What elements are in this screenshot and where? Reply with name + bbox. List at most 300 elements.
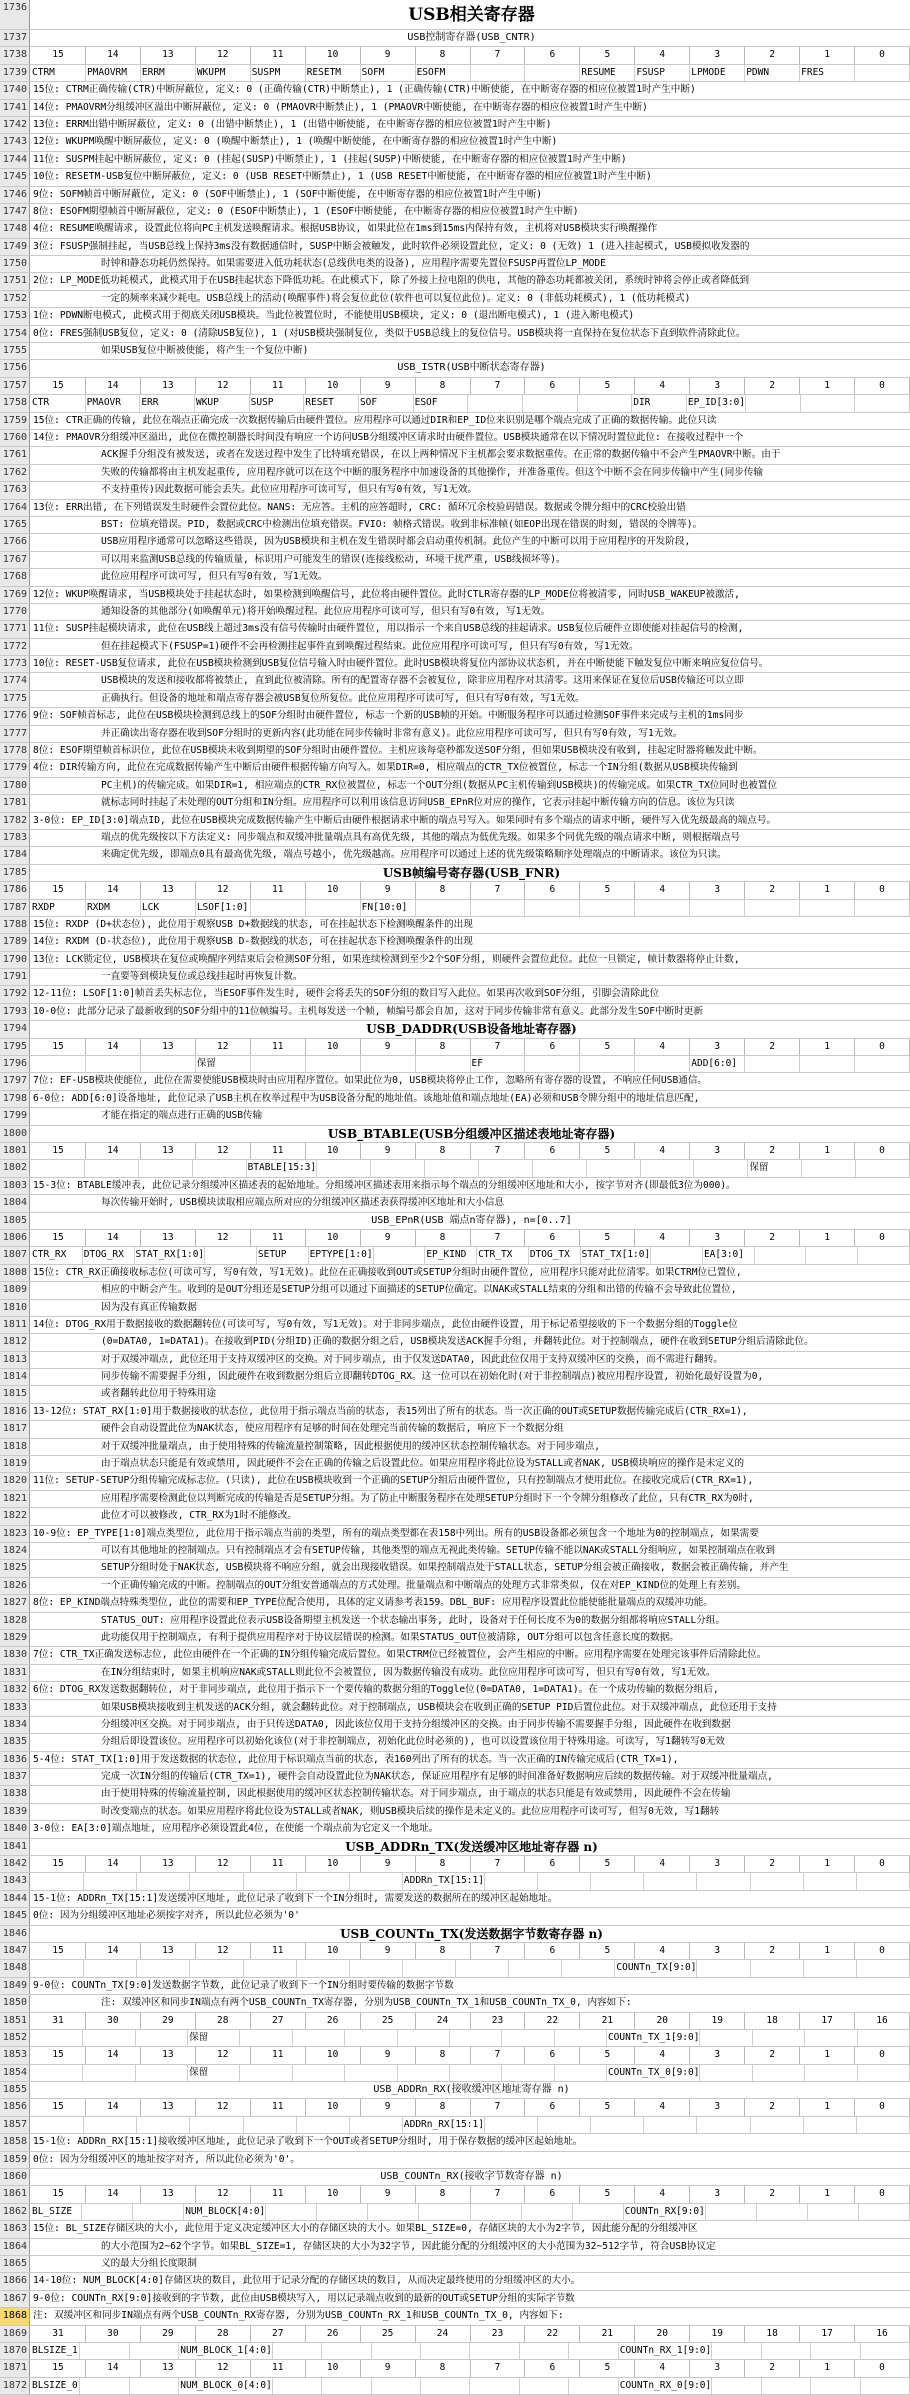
bit-cell[interactable]: 14 <box>86 2047 141 2063</box>
row-number[interactable]: 1780 <box>0 778 30 794</box>
bit-cell[interactable]: 4 <box>635 1039 690 1055</box>
field-cell[interactable]: EA[3:0] <box>703 1247 755 1263</box>
field-cell[interactable]: 保留 <box>748 1160 802 1176</box>
bit-cell[interactable]: 9 <box>361 2360 416 2376</box>
field-cell[interactable]: DTOG_TX <box>529 1247 581 1263</box>
row-number[interactable]: 1753 <box>0 308 30 324</box>
row-number[interactable]: 1871 <box>0 2360 30 2376</box>
bit-cell[interactable]: 4 <box>635 1943 690 1959</box>
field-cell[interactable] <box>858 1247 910 1263</box>
bit-cell[interactable]: 13 <box>141 47 196 63</box>
row-number[interactable]: 1740 <box>0 82 30 98</box>
bit-cell[interactable]: 22 <box>525 2013 580 2029</box>
row-number[interactable]: 1844 <box>0 1891 30 1907</box>
field-cell[interactable]: CTR <box>31 395 86 411</box>
sheet-row[interactable] <box>0 1160 910 1177</box>
bit-cell[interactable]: 1 <box>800 2099 855 2115</box>
bit-cell[interactable]: 18 <box>745 2013 800 2029</box>
sheet-row[interactable] <box>0 1213 910 1230</box>
field-cell[interactable]: COUNTn_TX_1[9:0] <box>607 2030 701 2046</box>
row-number[interactable]: 1859 <box>0 2152 30 2168</box>
sheet-row[interactable] <box>0 2291 910 2308</box>
field-cell[interactable]: FSUSP <box>635 65 690 81</box>
field-cell[interactable] <box>85 1160 139 1176</box>
field-cell[interactable]: 保留 <box>196 1056 251 1072</box>
row-number[interactable]: 1807 <box>0 1247 30 1263</box>
bit-cell[interactable]: 29 <box>141 2013 196 2029</box>
row-number[interactable]: 1744 <box>0 152 30 168</box>
field-cell[interactable] <box>569 2343 618 2359</box>
bit-cell[interactable]: 15 <box>31 882 86 898</box>
bit-cell[interactable]: 2 <box>745 1856 800 1872</box>
field-cell[interactable]: NUM_BLOCK_0[4:0] <box>179 2378 273 2394</box>
sheet-row[interactable] <box>0 552 910 569</box>
field-cell[interactable] <box>471 2204 522 2220</box>
sheet-row[interactable] <box>0 847 910 864</box>
row-number[interactable]: 1836 <box>0 1752 30 1768</box>
bit-cell[interactable]: 0 <box>855 1856 910 1872</box>
bit-cell[interactable]: 7 <box>471 2186 526 2202</box>
register-title[interactable]: USB_DADDR(USB设备地址寄存器) <box>366 1022 577 1037</box>
bit-cell[interactable]: 8 <box>416 47 471 63</box>
description-cell[interactable]: 3-0位: EP_ID[3:0]端点ID, 此位在USB模块完成数据传输产生中断后由硬件根据请求中断的端点号写入。如果同时有多个端点的请求中断, 硬件写入优先级最高的端点号。 <box>33 814 777 826</box>
field-cell[interactable] <box>757 2204 808 2220</box>
bit-cell[interactable]: 0 <box>855 1039 910 1055</box>
field-cell[interactable] <box>205 1247 257 1263</box>
bit-cell[interactable]: 11 <box>251 1230 306 1246</box>
row-number[interactable]: 1849 <box>0 1978 30 1994</box>
row-number[interactable]: 1757 <box>0 378 30 394</box>
field-cell[interactable] <box>80 2378 129 2394</box>
sheet-row[interactable] <box>0 1386 910 1403</box>
field-cell[interactable] <box>83 2065 135 2081</box>
row-number[interactable]: 1752 <box>0 291 30 307</box>
row-number[interactable]: 1750 <box>0 256 30 272</box>
bit-cell[interactable]: 7 <box>471 47 526 63</box>
bit-cell[interactable]: 9 <box>361 1856 416 1872</box>
bit-cell[interactable]: 5 <box>580 2360 635 2376</box>
field-cell[interactable] <box>811 2343 860 2359</box>
row-number[interactable]: 1791 <box>0 969 30 985</box>
bit-cell[interactable]: 14 <box>86 1943 141 1959</box>
field-cell[interactable] <box>266 2204 317 2220</box>
bit-cell[interactable]: 6 <box>525 2186 580 2202</box>
bit-cell[interactable]: 7 <box>471 1856 526 1872</box>
sheet-row[interactable] <box>0 969 910 986</box>
bit-cell[interactable]: 11 <box>251 2360 306 2376</box>
field-cell[interactable] <box>421 2343 470 2359</box>
field-cell[interactable] <box>322 2343 371 2359</box>
bit-cell[interactable]: 12 <box>196 1143 251 1159</box>
bit-cell[interactable]: 4 <box>635 47 690 63</box>
description-cell[interactable]: 10位: RESET-USB复位请求, 此位在USB模块检测到USB复位信号输入时由硬件置位。此时USB模块将复位内部协议状态机, 并在中断使能下触发复位中断来响应复位信号。 <box>33 658 769 670</box>
row-number[interactable]: 1742 <box>0 117 30 133</box>
bit-cell[interactable]: 1 <box>800 1943 855 1959</box>
description-cell[interactable]: 13-12位: STAT_RX[1:0]用于数据接收的状态位, 此位用于指示端点当前的状态, 表15列出了所有的状态。当一次正确的OUT或SETUP数据传输完成后(CTR_RX=1), <box>33 1405 748 1417</box>
row-number[interactable]: 1811 <box>0 1317 30 1333</box>
bit-cell[interactable]: 13 <box>141 1143 196 1159</box>
bit-cell[interactable]: 24 <box>416 2013 471 2029</box>
description-cell[interactable]: 时改变端点的状态。如果应用程序将此位设为STALL或者NAK, 则USB模块后续的操作是未定义的。此位应用程序可读可写, 但写0无效, 写1翻转 <box>101 1805 720 1817</box>
field-cell[interactable]: DIR <box>632 395 687 411</box>
description-cell[interactable]: 由于使用特殊的传输流量控制, 因此根据使用的缓冲区状态控制传输状态。对于同步端点, 由于端点的状态只能是有效或禁用, 因此硬件不会在传输 <box>101 1788 731 1800</box>
sheet-row[interactable] <box>0 1891 910 1908</box>
row-number[interactable]: 1806 <box>0 1230 30 1246</box>
row-number[interactable]: 1847 <box>0 1943 30 1959</box>
description-cell[interactable]: 9位: SOFM帧首中断屏蔽位, 定义: 0 (SOF中断禁止), 1 (SOF中断使能, 在中断寄存器的相应位被置1时产生中断) <box>33 188 543 200</box>
description-cell[interactable]: 11位: SUSP挂起模块请求, 此位在USB线上超过3ms没有信号传输时由硬件置位, 用以指示一个来自USB总线的挂起请求。USB复位后硬件立即使能对挂起信号的检测, <box>33 623 744 635</box>
bit-cell[interactable]: 12 <box>196 1856 251 1872</box>
bit-cell[interactable]: 6 <box>525 2099 580 2115</box>
description-cell[interactable]: 失败的传输都将由主机发起重传, 应用程序就可以在这个中断的服务程序中加速设备的其他操作, 并准备重传。但这个中断不会在同步传输中产生(同步传输 <box>101 466 764 478</box>
sheet-row[interactable] <box>0 1091 910 1108</box>
description-cell[interactable]: 12位: WKUPM唤醒中断屏蔽位, 定义: 0 (唤醒中断禁止), 1 (唤醒中断使能, 在中断寄存器的相应位被置1时产生中断) <box>33 136 558 148</box>
field-cell[interactable] <box>190 2117 243 2133</box>
bit-cell[interactable]: 0 <box>855 2099 910 2115</box>
sheet-row[interactable] <box>0 30 910 47</box>
sheet-row[interactable] <box>0 47 910 64</box>
bit-cell[interactable]: 5 <box>580 1856 635 1872</box>
row-number[interactable]: 1746 <box>0 187 30 203</box>
field-cell[interactable] <box>193 1160 247 1176</box>
field-cell[interactable] <box>350 2117 403 2133</box>
field-cell[interactable] <box>419 2204 470 2220</box>
sheet-row[interactable] <box>0 1578 910 1595</box>
field-cell[interactable] <box>811 2378 860 2394</box>
field-cell[interactable]: NUM_BLOCK_1[4:0] <box>179 2343 273 2359</box>
sheet-row[interactable] <box>0 100 910 117</box>
field-cell[interactable] <box>745 900 800 916</box>
field-cell[interactable] <box>753 2030 805 2046</box>
bit-cell[interactable]: 14 <box>86 378 141 394</box>
field-cell[interactable]: STAT_RX[1:0] <box>135 1247 206 1263</box>
sheet-row[interactable] <box>0 656 910 673</box>
description-cell[interactable]: 13位: ERRM出错中断屏蔽位, 定义: 0 (出错中断禁止), 1 (出错中断使能, 在中断寄存器的相应位被置1时产生中断) <box>33 118 552 130</box>
sheet-row[interactable] <box>0 1491 910 1508</box>
bit-cell[interactable]: 3 <box>690 882 745 898</box>
bit-cell[interactable]: 23 <box>471 2326 526 2342</box>
description-cell[interactable]: 同步传输不需要握手分组, 因此硬件在收到数据分组后立即翻转DTOG_RX。这一位可以在初始化时(对于非控制端点)被应用程序设置, 初始化最好设置为0, <box>101 1371 764 1383</box>
sheet-row[interactable] <box>0 1647 910 1664</box>
sheet-row[interactable] <box>0 917 910 934</box>
bit-cell[interactable]: 10 <box>306 1143 361 1159</box>
field-cell[interactable]: COUNTn_RX_1[9:0] <box>619 2343 713 2359</box>
row-number[interactable]: 1773 <box>0 656 30 672</box>
field-cell[interactable]: PDWN <box>745 65 800 81</box>
description-cell[interactable]: 14位: RXDM (D-状态位), 此位用于观察USB D-数据线的状态, 可在挂起状态下检测唤醒条件的出现 <box>33 936 473 948</box>
description-cell[interactable]: 才能在指定的端点进行正确的USB传输 <box>101 1110 263 1122</box>
description-cell[interactable]: 15位: RXDP (D+状态位), 此位用于观察USB D+数据线的状态, 可在挂起状态下检测唤醒条件的出现 <box>33 918 473 930</box>
description-cell[interactable]: 此位才可以被修改, CTR_RX为1时不能修改。 <box>101 1510 297 1522</box>
field-cell[interactable] <box>31 1960 84 1976</box>
field-cell[interactable]: FN[10:0] <box>361 900 416 916</box>
row-number[interactable]: 1768 <box>0 569 30 585</box>
bit-cell[interactable]: 15 <box>31 2047 86 2063</box>
sheet-row[interactable] <box>0 604 910 621</box>
description-cell[interactable]: 注: 双缓冲区和同步IN端点有两个USB_COUNTn_TX寄存器, 分别为USB_COUNTn_TX_1和USB_COUNTn_TX_0, 内容如下: <box>101 1997 632 2009</box>
field-cell[interactable] <box>251 1056 306 1072</box>
sheet-row[interactable] <box>0 1404 910 1421</box>
field-cell[interactable] <box>694 1160 748 1176</box>
field-cell[interactable] <box>635 1056 690 1072</box>
row-number[interactable]: 1772 <box>0 639 30 655</box>
row-number[interactable]: 1857 <box>0 2117 30 2133</box>
sheet-row[interactable] <box>0 117 910 134</box>
bit-cell[interactable]: 5 <box>580 378 635 394</box>
sheet-row[interactable] <box>0 587 910 604</box>
bit-cell[interactable]: 3 <box>690 2099 745 2115</box>
row-number[interactable]: 1817 <box>0 1421 30 1437</box>
sheet-row[interactable] <box>0 0 910 30</box>
field-cell[interactable]: RESET <box>304 395 359 411</box>
sheet-row[interactable] <box>0 569 910 586</box>
sheet-row[interactable] <box>0 1943 910 1960</box>
field-cell[interactable]: CTR_TX <box>477 1247 529 1263</box>
bit-cell[interactable]: 11 <box>251 2186 306 2202</box>
description-cell[interactable]: 或者翻转此位用于特殊用途 <box>101 1388 217 1400</box>
sheet-row[interactable] <box>0 1473 910 1490</box>
row-number[interactable]: 1854 <box>0 2065 30 2081</box>
field-cell[interactable] <box>746 395 801 411</box>
row-number[interactable]: 1784 <box>0 847 30 863</box>
description-cell[interactable]: 因为没有真正传输数据 <box>101 1301 197 1313</box>
sheet-row[interactable] <box>0 1908 910 1925</box>
field-cell[interactable] <box>273 2378 322 2394</box>
field-cell[interactable] <box>855 395 910 411</box>
field-cell[interactable] <box>82 2204 133 2220</box>
row-number[interactable]: 1764 <box>0 500 30 516</box>
field-cell[interactable] <box>31 1056 86 1072</box>
bit-cell[interactable]: 4 <box>635 2360 690 2376</box>
bit-cell[interactable]: 10 <box>306 47 361 63</box>
field-cell[interactable] <box>421 2378 470 2394</box>
bit-cell[interactable]: 0 <box>855 2186 910 2202</box>
register-title[interactable]: USB_ADDRn_TX(发送缓冲区地址寄存器 n) <box>345 1839 598 1854</box>
row-number[interactable]: 1866 <box>0 2273 30 2289</box>
description-cell[interactable]: 正确执行。但设备的地址和端点寄存器会被USB复位所复位。此位应用程序可读可写, 但只有写0有效, 写1无效。 <box>101 692 585 704</box>
field-cell[interactable] <box>591 2117 644 2133</box>
row-number[interactable]: 1805 <box>0 1213 30 1229</box>
field-cell[interactable]: ESOFM <box>416 65 471 81</box>
row-number[interactable]: 1843 <box>0 1873 30 1889</box>
field-cell[interactable]: COUNTn_RX[9:0] <box>624 2204 706 2220</box>
bit-cell[interactable]: 7 <box>471 2360 526 2376</box>
field-cell[interactable]: ESOF <box>414 395 469 411</box>
bit-cell[interactable]: 2 <box>745 882 800 898</box>
field-cell[interactable]: LCK <box>141 900 196 916</box>
bit-cell[interactable]: 20 <box>635 2326 690 2342</box>
row-number[interactable]: 1779 <box>0 760 30 776</box>
bit-cell[interactable]: 6 <box>525 378 580 394</box>
field-cell[interactable]: RXDP <box>31 900 86 916</box>
bit-cell[interactable]: 12 <box>196 1943 251 1959</box>
row-number[interactable]: 1765 <box>0 517 30 533</box>
field-cell[interactable]: COUNTn_RX_0[9:0] <box>619 2378 713 2394</box>
field-cell[interactable] <box>804 1873 857 1889</box>
bit-cell[interactable]: 0 <box>855 47 910 63</box>
bit-cell[interactable]: 10 <box>306 2047 361 2063</box>
bit-cell[interactable]: 28 <box>196 2013 251 2029</box>
bit-cell[interactable]: 11 <box>251 1143 306 1159</box>
description-cell[interactable]: 10-0位: 此部分记录了最新收到的SOF分组中的11位帧编号。主机每发送一个帧, 帧编号都会自加, 这对于同步传输非常有意义。此部分发生SOF中断时更新 <box>33 1005 703 1017</box>
description-cell[interactable]: 14位: PMAOVR分组缓冲区溢出, 此位在微控制器长时间没有响应一个访问USB分组缓冲区请求时由硬件置位。USB模块通常在以下情况时置位此位: 在接收过程中一个 <box>33 431 744 443</box>
bit-cell[interactable]: 8 <box>416 378 471 394</box>
field-cell[interactable] <box>297 1873 350 1889</box>
bit-cell[interactable]: 25 <box>361 2326 416 2342</box>
bit-cell[interactable]: 9 <box>361 882 416 898</box>
bit-cell[interactable]: 26 <box>306 2013 361 2029</box>
bit-cell[interactable]: 7 <box>471 1943 526 1959</box>
bit-cell[interactable]: 8 <box>416 1230 471 1246</box>
sheet-row[interactable] <box>0 2082 910 2099</box>
row-number[interactable]: 1832 <box>0 1682 30 1698</box>
description-cell[interactable]: 15-3位: BTABLE缓冲表, 此位记录分组缓冲区描述表的起始地址。分组缓冲区描述表用来指示每个端点的分组缓冲区地址和大小, 按字节对齐(即最低3位为000)。 <box>33 1179 736 1191</box>
row-number[interactable]: 1808 <box>0 1265 30 1281</box>
row-number[interactable]: 1863 <box>0 2221 30 2237</box>
bit-cell[interactable]: 25 <box>361 2013 416 2029</box>
sheet-row[interactable] <box>0 882 910 899</box>
field-cell[interactable]: CTR_RX <box>31 1247 83 1263</box>
field-cell[interactable] <box>251 900 306 916</box>
sheet-row[interactable] <box>0 1856 910 1873</box>
bit-cell[interactable]: 27 <box>251 2326 306 2342</box>
field-cell[interactable] <box>306 900 361 916</box>
description-cell[interactable]: ACK握手分组没有被发送, 或者在发送过程中发生了比特填充错误, 在以上两种情况下主机都会要求数据重传。在正常的数据传输中不会产生PMAOVR中断。由于 <box>101 449 781 461</box>
bit-cell[interactable]: 0 <box>855 2360 910 2376</box>
description-cell[interactable]: 1位: PDWN断电模式, 此模式用于彻底关闭USB模块。当此位被置位时, 不能使用USB模块, 定义: 0 (退出断电模式), 1 (进入断电模式) <box>33 310 635 322</box>
row-number[interactable]: 1743 <box>0 134 30 150</box>
bit-cell[interactable]: 9 <box>361 1143 416 1159</box>
bit-cell[interactable]: 4 <box>635 882 690 898</box>
sheet-row[interactable] <box>0 900 910 917</box>
field-cell[interactable]: COUNTn_TX[9:0] <box>615 1960 697 1976</box>
field-cell[interactable] <box>425 1160 479 1176</box>
row-number[interactable]: 1790 <box>0 952 30 968</box>
bit-cell[interactable]: 21 <box>580 2013 635 2029</box>
field-cell[interactable] <box>244 1960 297 1976</box>
row-number[interactable]: 1767 <box>0 552 30 568</box>
sheet-row[interactable] <box>0 500 910 517</box>
bit-cell[interactable]: 12 <box>196 2360 251 2376</box>
row-number[interactable]: 1842 <box>0 1856 30 1872</box>
bit-cell[interactable]: 1 <box>800 2047 855 2063</box>
field-cell[interactable] <box>800 900 855 916</box>
sheet-row[interactable] <box>0 1700 910 1717</box>
bit-cell[interactable]: 5 <box>580 2186 635 2202</box>
sheet-row[interactable] <box>0 1369 910 1386</box>
description-cell[interactable]: 可以用来监测USB总线的传输质量, 标识用户可能发生的错误(连接线松动, 环境干扰严重, USB线损坏等)。 <box>101 553 566 565</box>
description-cell[interactable]: 在IN分组结束时, 如果主机响应NAK或STALL则此位不会被置位, 因为数据传输没有成功。此位应用程序可读可写, 但只有写0有效, 写1无效。 <box>101 1666 716 1678</box>
description-cell[interactable]: 10-9位: EP_TYPE[1:0]端点类型位, 此位用于指示端点当前的类型, 所有的端点类型都在表158中列出。所有的USB设备都必须包含一个地址为0的控制端点, 如果需要 <box>33 1527 759 1539</box>
description-cell[interactable]: 10位: RESETM-USB复位中断屏蔽位, 定义: 0 (USB RESET中断禁止), 1 (USB RESET中断使能, 在中断寄存器的相应位被置1时产生中断) <box>33 171 652 183</box>
row-number[interactable]: 1814 <box>0 1369 30 1385</box>
field-cell[interactable] <box>706 2204 757 2220</box>
field-cell[interactable] <box>861 2378 910 2394</box>
bit-cell[interactable]: 15 <box>31 2186 86 2202</box>
field-cell[interactable]: EF <box>471 1056 526 1072</box>
bit-cell[interactable]: 5 <box>580 2047 635 2063</box>
row-number[interactable]: 1801 <box>0 1143 30 1159</box>
field-cell[interactable] <box>84 2117 137 2133</box>
sheet-row[interactable] <box>0 1056 910 1073</box>
bit-cell[interactable]: 5 <box>580 1039 635 1055</box>
bit-cell[interactable]: 8 <box>416 1039 471 1055</box>
description-cell[interactable]: 时钟和静态功耗仍然保持。如果需要进入低功耗状态(总线供电类的设备), 应用程序需要先置位FSUSP再置位LP_MODE <box>101 258 606 270</box>
bit-cell[interactable]: 4 <box>635 2047 690 2063</box>
field-cell[interactable]: BL_SIZE <box>31 2204 82 2220</box>
sheet-row[interactable] <box>0 1021 910 1038</box>
field-cell[interactable] <box>562 1960 615 1976</box>
sheet-row[interactable] <box>0 1665 910 1682</box>
field-cell[interactable]: SOFM <box>361 65 416 81</box>
description-cell[interactable]: 如果USB复位中断被使能, 将产生一个复位中断) <box>101 345 309 357</box>
description-cell[interactable]: 8位: EP_KIND端点特殊类型位, 此位的需要和EP_TYPE位配合使用, 具体的定义请参考表159。DBL_BUF: 应用程序设置此位能使能批量端点的双缓冲功能。 <box>33 1597 713 1609</box>
bit-cell[interactable]: 13 <box>141 882 196 898</box>
field-cell[interactable] <box>361 1056 416 1072</box>
bit-cell[interactable]: 0 <box>855 1143 910 1159</box>
row-number[interactable]: 1837 <box>0 1769 30 1785</box>
field-cell[interactable]: ERRM <box>141 65 196 81</box>
row-number[interactable]: 1829 <box>0 1630 30 1646</box>
description-cell[interactable]: 6位: DTOG_RX发送数据翻转位, 对于非同步端点, 此位用于指示下一个要传输的数据分组的Toggle位(0=DATA0, 1=DATA1)。在一个成功传输的数据分组后, <box>33 1684 719 1696</box>
row-number[interactable]: 1800 <box>0 1126 30 1142</box>
description-cell[interactable]: STATUS_OUT: 应用程序设置此位表示USB设备期望主机发送一个状态输出事务, 此时, 设备对于任何长度不为0的数据分组都将响应STALL分组。 <box>101 1614 726 1626</box>
bit-cell[interactable]: 1 <box>800 47 855 63</box>
bit-cell[interactable]: 12 <box>196 882 251 898</box>
field-cell[interactable] <box>130 2343 179 2359</box>
field-cell[interactable]: BTABLE[15:3] <box>247 1160 318 1176</box>
field-cell[interactable] <box>398 2065 450 2081</box>
sheet-row[interactable] <box>0 360 910 377</box>
field-cell[interactable] <box>345 2065 397 2081</box>
bit-cell[interactable]: 7 <box>471 1143 526 1159</box>
field-cell[interactable] <box>31 1160 85 1176</box>
row-number[interactable]: 1858 <box>0 2134 30 2150</box>
description-cell[interactable]: 分组后即设置该位。应用程序可以初始化该位(对于非控制端点, 初始化此位时必须的), 也可以设置该位用于特殊用途。可读写, 写1翻转写0无效 <box>101 1736 725 1748</box>
description-cell[interactable]: 此位应用程序可读可写, 但只有写0有效, 写1无效。 <box>101 571 328 583</box>
field-cell[interactable] <box>573 2204 624 2220</box>
bit-cell[interactable]: 4 <box>635 1856 690 1872</box>
bit-cell[interactable]: 22 <box>525 2326 580 2342</box>
field-cell[interactable] <box>857 1960 910 1976</box>
row-number[interactable]: 1860 <box>0 2169 30 2185</box>
sheet-row[interactable] <box>0 1995 910 2012</box>
sheet-row[interactable] <box>0 760 910 777</box>
field-cell[interactable]: EP_ID[3:0] <box>687 395 746 411</box>
field-cell[interactable] <box>137 1873 190 1889</box>
description-cell[interactable]: 12-11位: LSOF[1:0]帧首丢失标志位, 当ESOF事件发生时, 硬件会将丢失的SOF分组的数目写入此位。如果再次收到SOF分组, 引脚会清除此位 <box>33 988 660 1000</box>
field-cell[interactable] <box>502 2065 554 2081</box>
field-cell[interactable]: EPTYPE[1:0] <box>309 1247 374 1263</box>
description-cell[interactable]: BST: 位填充错误。PID, 数据或CRC中检测出位填充错误。FVIO: 帧格式错误。收到非标准帧(如EOP出现在错误的时刻, 错误的令牌等)。 <box>101 518 703 530</box>
description-cell[interactable]: 0位: 因为分组缓冲区地址必须按字对齐, 所以此位必须为'0' <box>33 1910 300 1922</box>
sheet-row[interactable] <box>0 395 910 412</box>
bit-cell[interactable]: 14 <box>86 1230 141 1246</box>
row-number[interactable]: 1813 <box>0 1352 30 1368</box>
row-number[interactable]: 1835 <box>0 1734 30 1750</box>
field-cell[interactable] <box>522 2204 573 2220</box>
bit-cell[interactable]: 8 <box>416 1143 471 1159</box>
description-cell[interactable]: PC主机)的传输完成。如果DIR=1, 相应端点的CTR_RX位被置位, 标志一个OUT分组(数据从PC主机传输到USB模块)的传输完成。如果CTR_TX位同时也被置位 <box>101 779 778 791</box>
sheet-row[interactable] <box>0 2013 910 2030</box>
field-cell[interactable] <box>374 1247 426 1263</box>
description-cell[interactable]: 但在挂起模式下(FSUSP=1)硬件不会再检测挂起事件直到唤醒过程结束。此位应用程序可读可写, 但只有写0有效, 写1无效。 <box>101 640 639 652</box>
row-number[interactable]: 1840 <box>0 1821 30 1837</box>
bit-cell[interactable]: 30 <box>86 2013 141 2029</box>
bit-cell[interactable]: 13 <box>141 1039 196 1055</box>
field-cell[interactable] <box>86 1056 141 1072</box>
bit-cell[interactable]: 26 <box>306 2326 361 2342</box>
